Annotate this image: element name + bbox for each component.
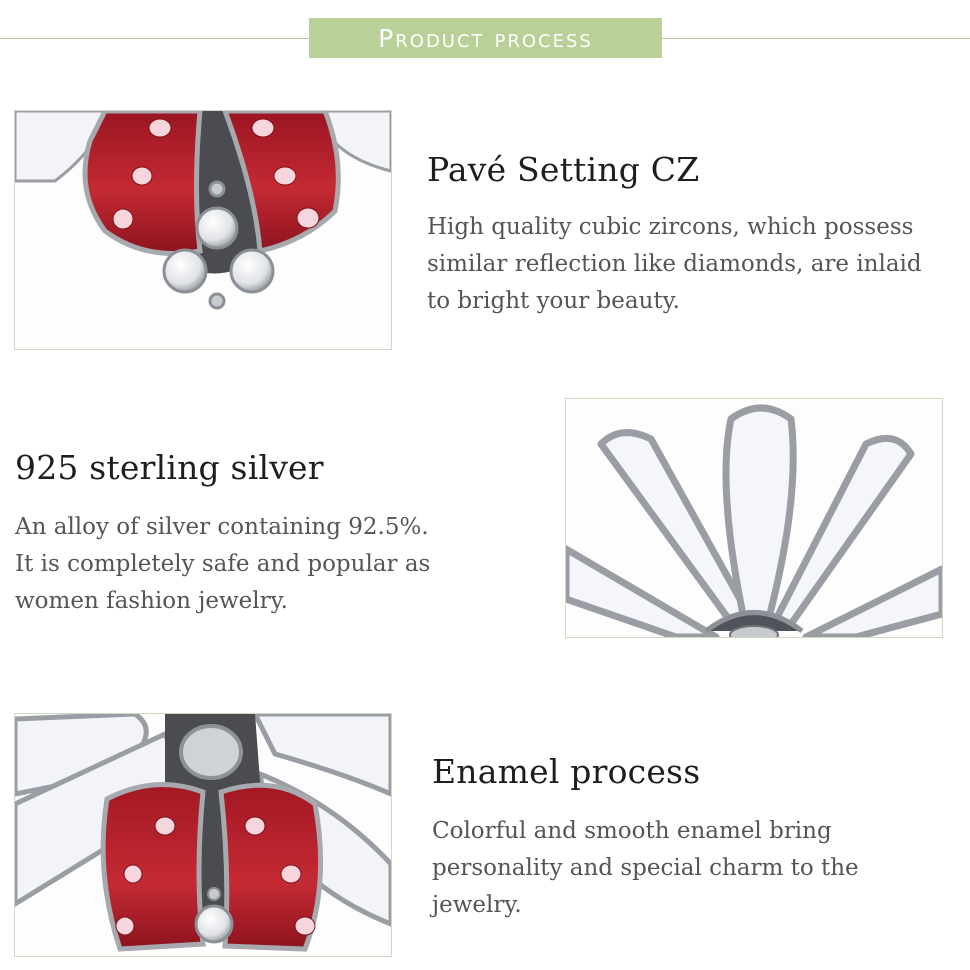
feature-sterling-silver [15, 448, 545, 620]
section-banner [309, 18, 662, 58]
feature-line: personality and special charm to the [432, 855, 859, 881]
feature-title: Pavé Setting CZ [427, 150, 700, 189]
silver-petals-photo [565, 398, 943, 638]
feature-title: Enamel process [432, 752, 701, 791]
feature-description [427, 209, 957, 320]
feature-description [432, 813, 962, 924]
feature-title: 925 sterling silver [15, 448, 324, 487]
feature-line: jewelry. [432, 892, 522, 918]
section-title: Product process [378, 23, 593, 53]
feature-line: Colorful and smooth enamel bring [432, 818, 832, 844]
feature-line: to bright your beauty. [427, 288, 680, 314]
feature-line: It is completely safe and popular as [15, 551, 431, 577]
enamel-closeup-photo [14, 713, 392, 957]
feature-line: similar reflection like diamonds, are inlaid [427, 251, 922, 277]
feature-cz-setting [427, 150, 957, 320]
feature-line: women fashion jewelry. [15, 588, 288, 614]
feature-description [15, 509, 545, 620]
cz-closeup-photo [14, 110, 392, 350]
feature-line: High quality cubic zircons, which possess [427, 214, 914, 240]
feature-enamel-process [432, 752, 962, 924]
feature-line: An alloy of silver containing 92.5%. [15, 514, 429, 540]
